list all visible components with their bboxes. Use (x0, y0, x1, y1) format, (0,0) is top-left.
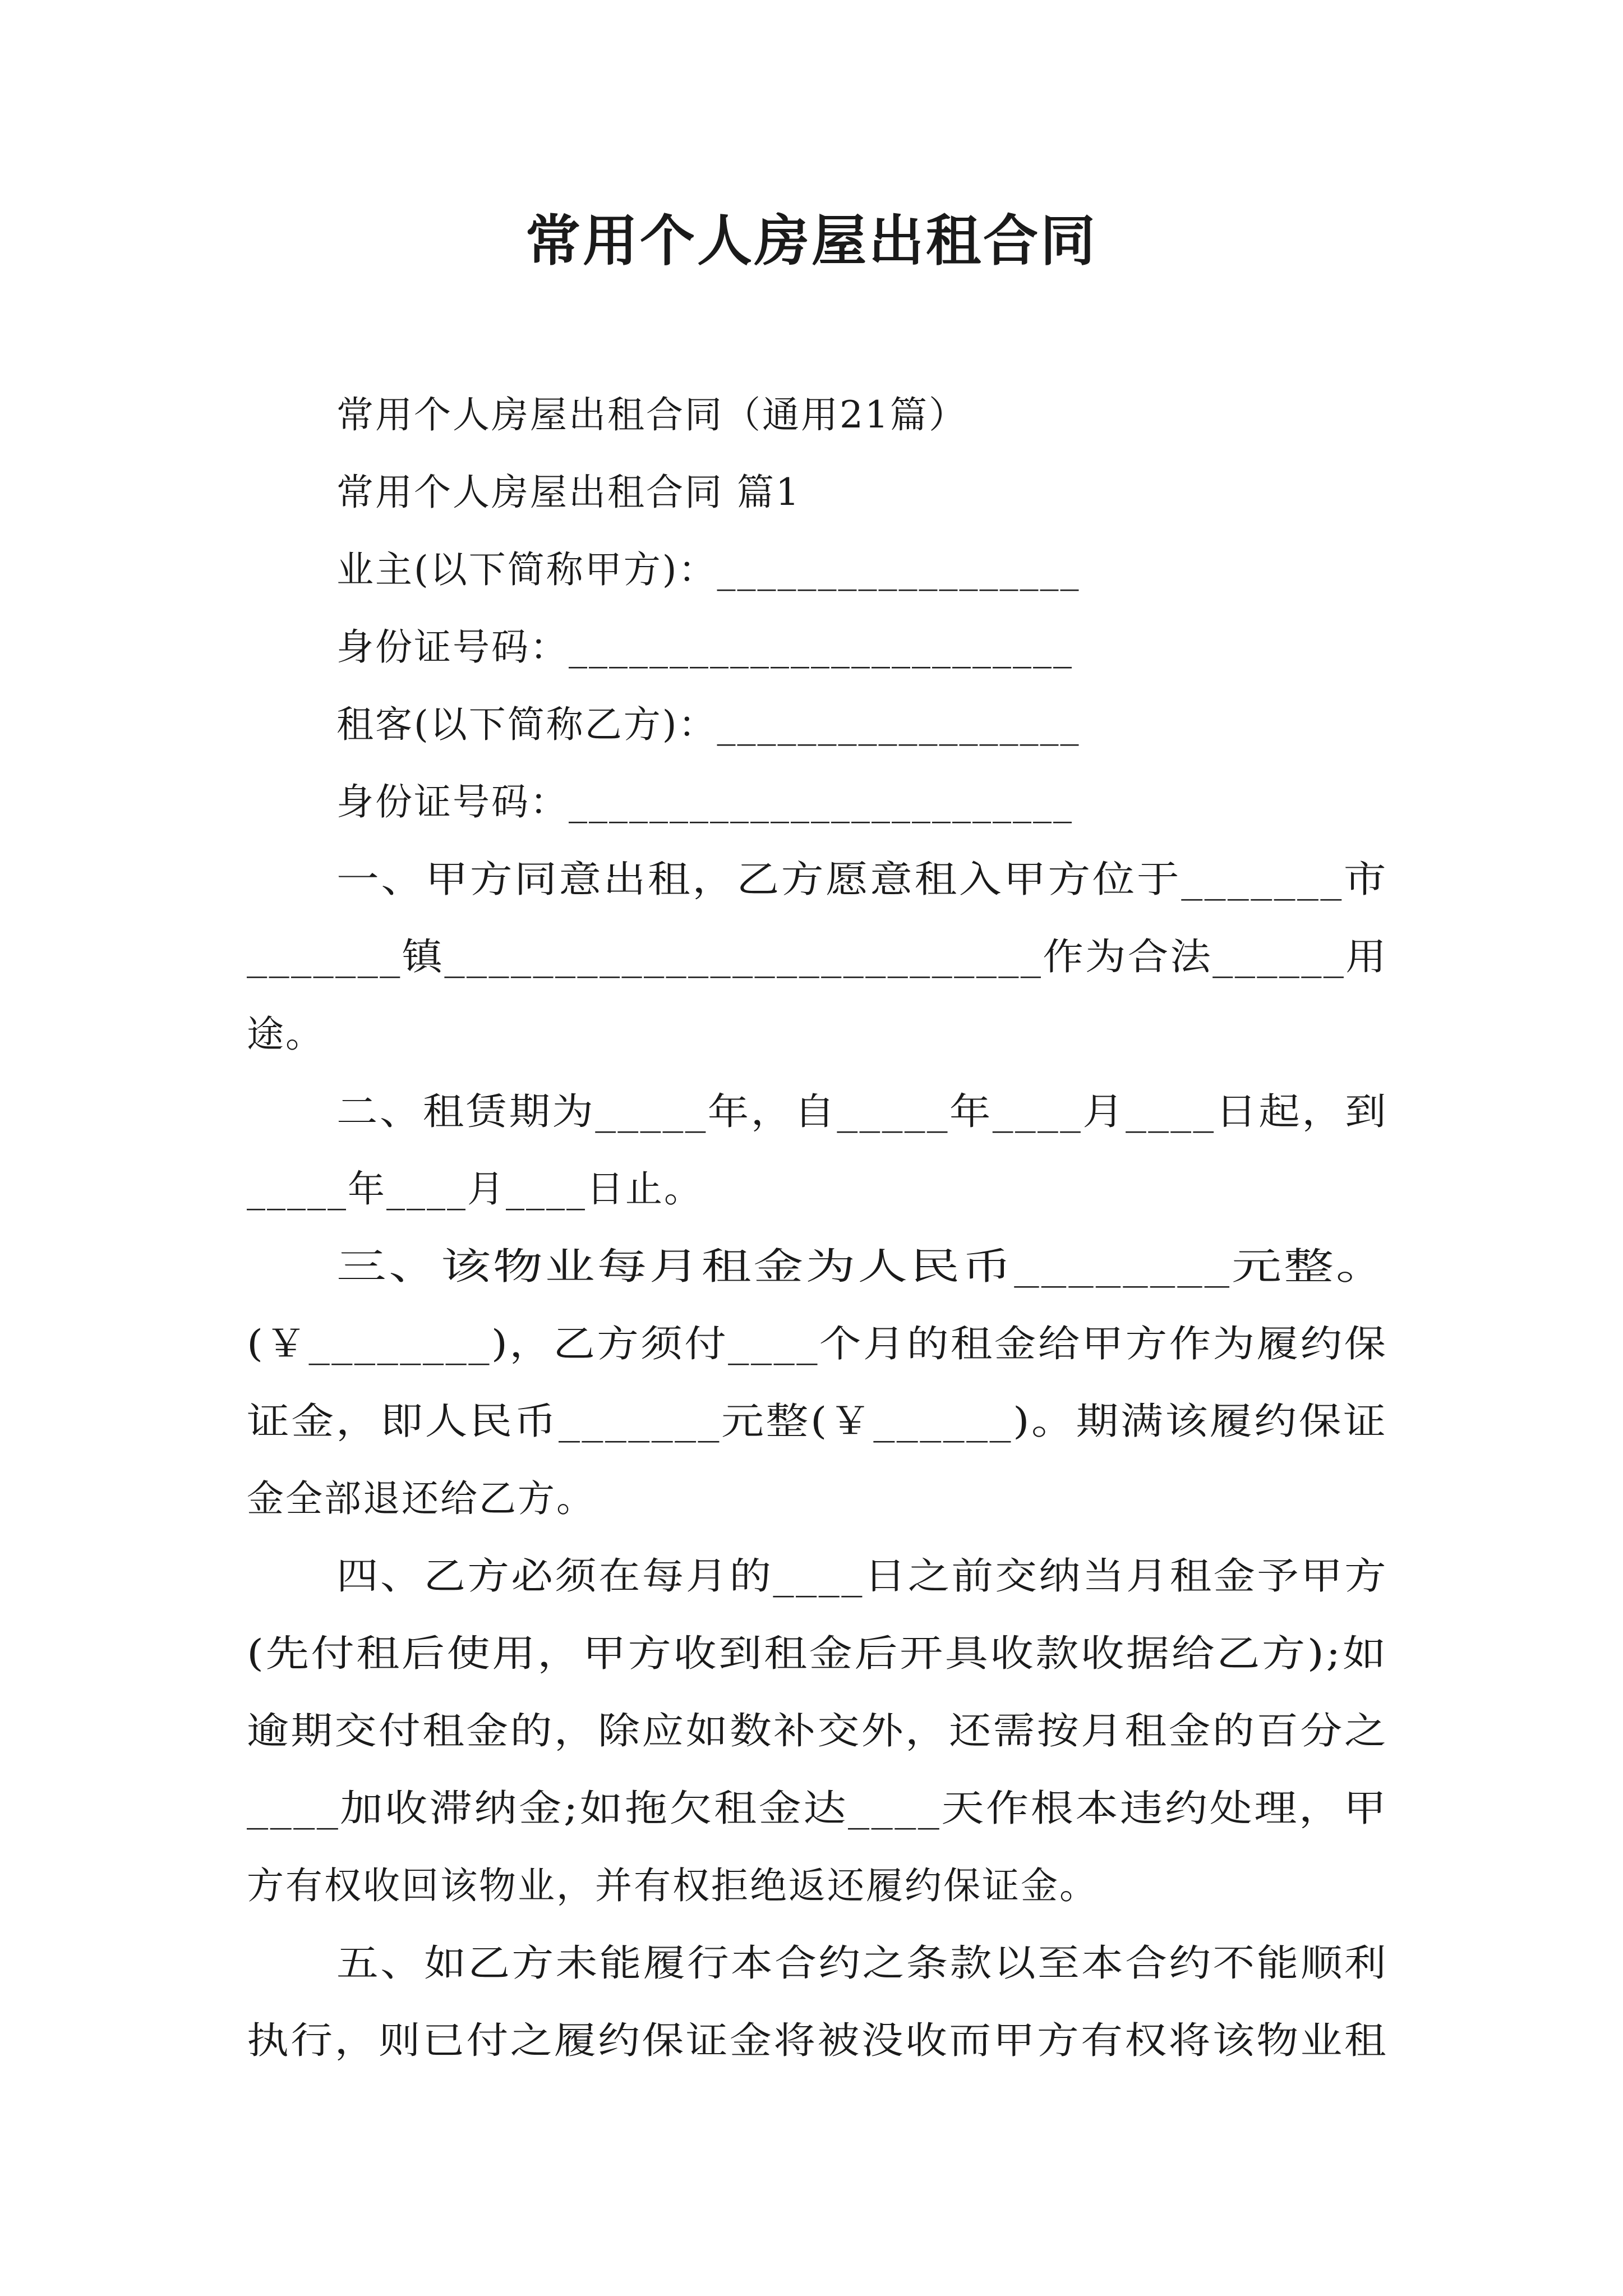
clause-line: 金全部退还给乙方。 (247, 1477, 595, 1520)
clause-line: 逾期交付租金的，除应如数补交外，还需按月租金的百分之 (247, 1709, 1388, 1752)
clause-line: 执行，则已付之履约保证金将被没收而甲方有权将该物业租 (247, 2019, 1388, 2062)
landlord-id-field: 身份证号码：_________________________ (336, 625, 1073, 669)
clause-line: 五、如乙方未能履行本合约之条款以至本合约不能顺利 (336, 1941, 1388, 1985)
tenant-id-field: 身份证号码：_________________________ (336, 780, 1073, 823)
landlord-name-field: 业主(以下简称甲方)：__________________ (336, 548, 1081, 591)
tenant-name-field: 租客(以下简称乙方)：__________________ (336, 703, 1081, 746)
clause-line: ____加收滞纳金;如拖欠租金达____天作根本违约处理，甲 (247, 1787, 1389, 1830)
clause-line: 方有权收回该物业，并有权拒绝返还履约保证金。 (247, 1864, 1098, 1907)
clause-line: 证金，即人民币_______元整(￥______)。期满该履约保证 (247, 1400, 1388, 1443)
clause-line: 三、该物业每月租金为人民币________元整。 (336, 1245, 1388, 1288)
clause-line: _______镇___________________________作为合法______用 (247, 935, 1388, 978)
clause-line: _____年____月____日止。 (247, 1167, 703, 1211)
clause-line: 途。 (247, 1013, 324, 1056)
section-heading: 常用个人房屋出租合同 篇1 (336, 471, 801, 514)
clause-line: (先付租后使用，甲方收到租金后开具收款收据给乙方);如 (247, 1632, 1388, 1675)
clause-line: 四、乙方必须在每月的____日之前交纳当月租金予甲方 (336, 1554, 1388, 1598)
document-title: 常用个人房屋出租合同 (525, 209, 1098, 273)
clause-line: 一、甲方同意出租，乙方愿意租入甲方位于_______市 (336, 858, 1388, 901)
collection-title: 常用个人房屋出租合同（通用21篇） (336, 393, 967, 436)
clause-line: 二、租赁期为_____年，自_____年____月____日起，到 (336, 1090, 1388, 1133)
clause-line: (￥________)，乙方须付____个月的租金给甲方作为履约保 (247, 1322, 1388, 1365)
